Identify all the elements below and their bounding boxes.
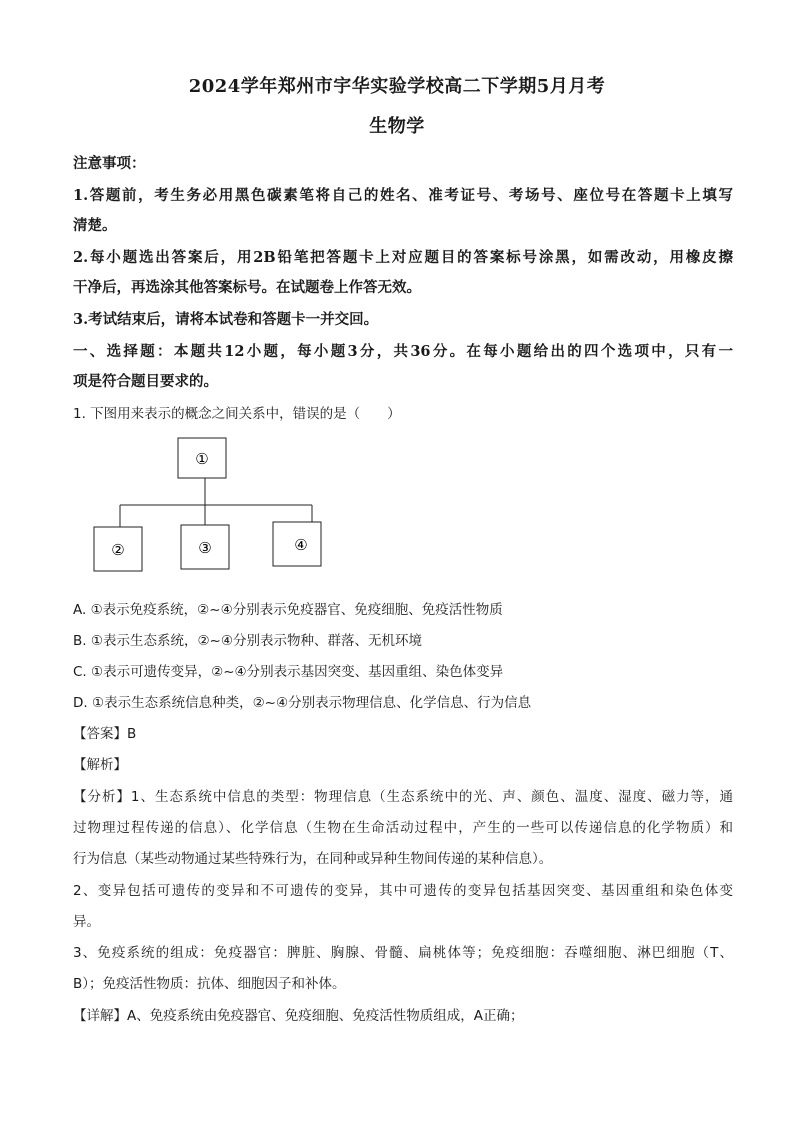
box-right-label: ④ [294, 536, 308, 554]
notice-item-1-line-2: 清楚。 [73, 217, 117, 234]
analysis-p3-line-2: B）；免疫活性物质：抗体、细胞因子和补体。 [73, 976, 346, 992]
option-c: C. ①表示可遗传变异，②~④分别表示基因突变、基因重组、染色体变异 [73, 664, 504, 680]
analysis-p1-line-1: 【分析】1、生态系统中信息的类型：物理信息（生态系统中的光、声、颜色、温度、湿度、磁力等，通 [73, 789, 733, 805]
concept-diagram [90, 435, 340, 575]
answer: 【答案】B [73, 726, 137, 742]
analysis-heading: 【解析】 [73, 757, 127, 773]
detail-line-1: 【详解】A、免疫系统由免疫器官、免疫细胞、免疫活性物质组成，A正确； [73, 1008, 524, 1024]
notice-item-1-line-1: 1.答题前，考生务必用黑色碳素笔将自己的姓名、准考证号、考场号、座位号在答题卡上填写 [73, 187, 733, 204]
option-b: B. ①表示生态系统，②~④分别表示物种、群落、无机环境 [73, 633, 422, 649]
analysis-p1-line-2: 过物理过程传递的信息）、化学信息（生物在生命活动过程中，产生的一些可以传递信息的化学物质）和 [73, 820, 733, 836]
box-left-label: ② [111, 541, 125, 559]
section-heading-line-1: 一、选择题：本题共12小题，每小题3分，共36分。在每小题给出的四个选项中，只有一 [73, 343, 733, 360]
option-a: A. ①表示免疫系统，②~④分别表示免疫器官、免疫细胞、免疫活性物质 [73, 602, 503, 618]
question-1-stem: 1. 下图用来表示的概念之间关系中，错误的是（ ） [73, 406, 401, 422]
page-title: 2024学年郑州市宇华实验学校高二下学期5月月考 [188, 76, 606, 97]
notice-item-3: 3.考试结束后，请将本试卷和答题卡一并交回。 [73, 311, 379, 328]
analysis-p2-line-2: 异。 [73, 914, 100, 930]
box-middle-label: ③ [198, 539, 212, 557]
notice-item-2-line-2: 干净后，再选涂其他答案标号。在试题卷上作答无效。 [73, 279, 421, 296]
analysis-p3-line-1: 3、免疫系统的组成：免疫器官：脾脏、胸腺、骨髓、扁桃体等；免疫细胞：吞噬细胞、淋巴细胞（T、 [73, 945, 733, 961]
analysis-p2-line-1: 2、变异包括可遗传的变异和不可遗传的变异，其中可遗传的变异包括基因突变、基因重组和染色体变 [73, 883, 733, 899]
section-heading-line-2: 项是符合题目要求的。 [73, 373, 218, 390]
box-top-label: ① [195, 450, 209, 468]
option-d: D. ①表示生态系统信息种类，②~④分别表示物理信息、化学信息、行为信息 [73, 695, 532, 711]
subject-title: 生物学 [369, 116, 425, 137]
notice-item-2-line-1: 2.每小题选出答案后，用2B铅笔把答题卡上对应题目的答案标号涂黑，如需改动，用橡皮擦 [73, 249, 733, 266]
notice-heading: 注意事项： [73, 155, 146, 172]
analysis-p1-line-3: 行为信息（某些动物通过某些特殊行为，在同种或异种生物间传递的某种信息）。 [73, 851, 553, 867]
